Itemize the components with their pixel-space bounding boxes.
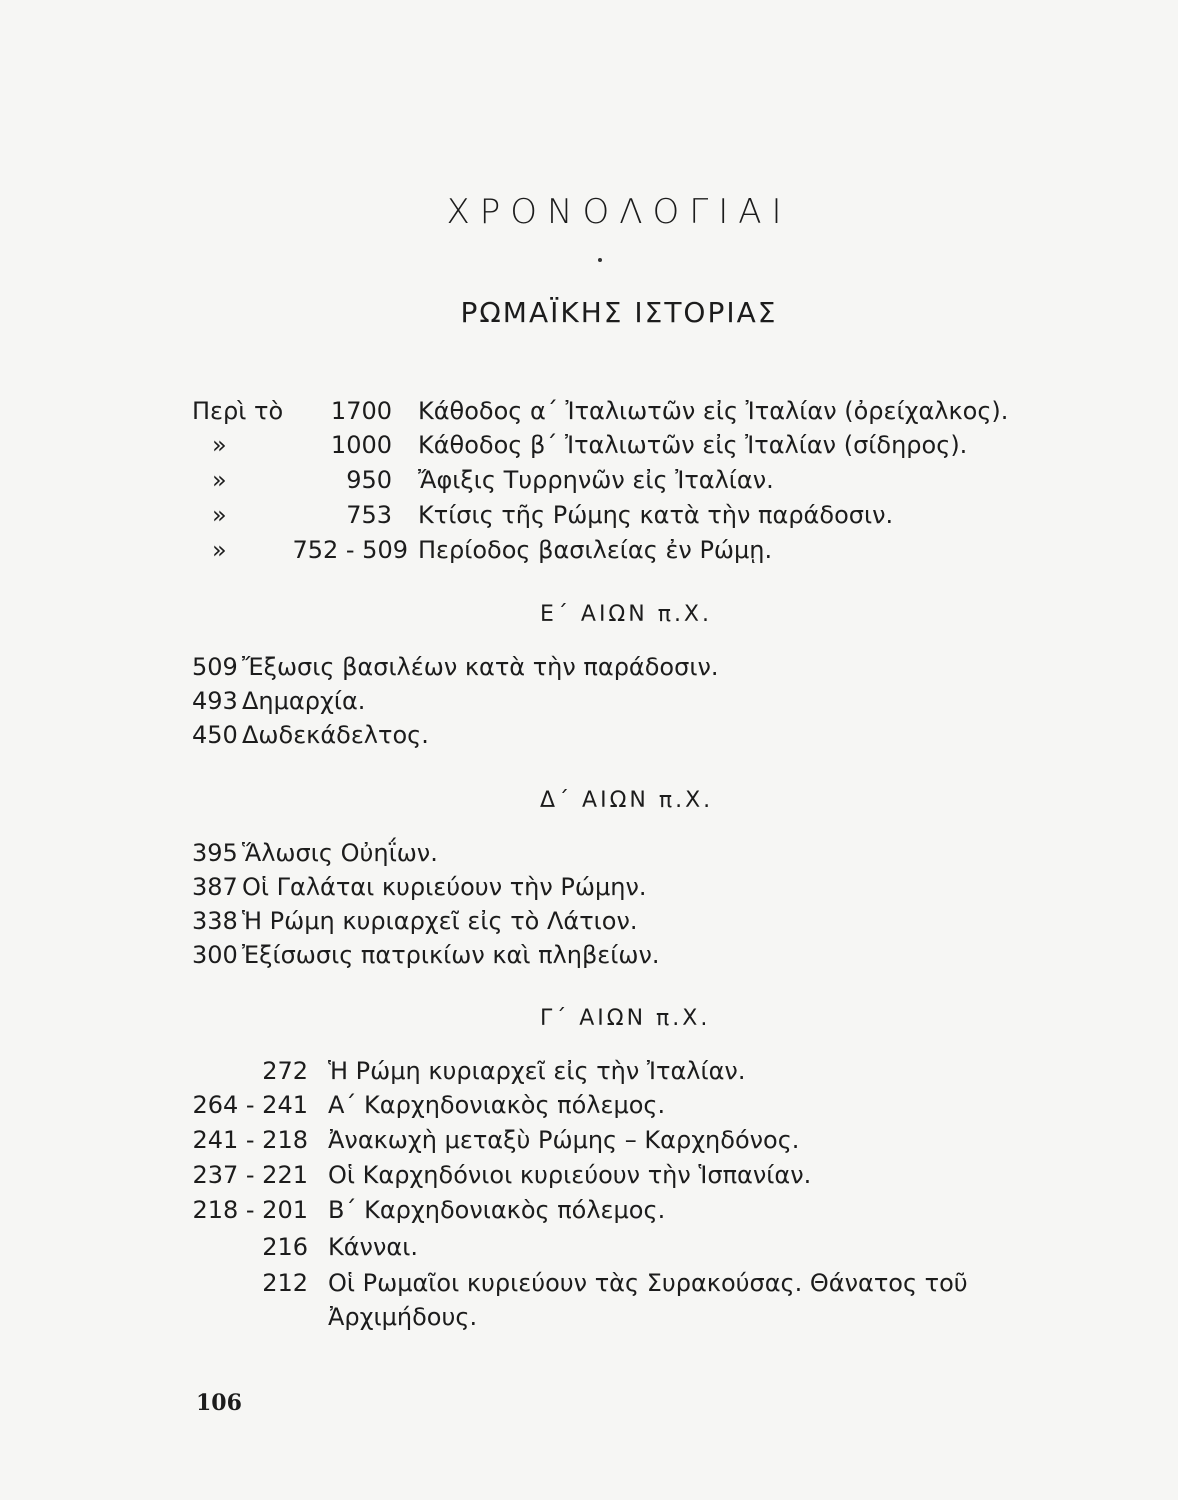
chronology-entry	[192, 720, 429, 750]
entry-year: 450	[192, 721, 238, 749]
entry-year: 216	[262, 1233, 308, 1261]
entry-year: 264 - 241	[192, 1091, 308, 1119]
entry-prefix: »	[212, 501, 227, 529]
entry-year: 395	[192, 839, 238, 867]
chronology-entry	[192, 838, 438, 868]
entry-year: 752 - 509	[292, 536, 408, 564]
entry-year: 753	[346, 501, 392, 529]
entry-year: 950	[346, 466, 392, 494]
page-subtitle: ΡΩΜΑΪΚΗΣ ΙΣΤΟΡΙΑΣ	[460, 296, 778, 329]
entry-text: Δημαρχία.	[242, 687, 366, 715]
entry-text: Κάθοδος β΄ Ἰταλιωτῶν εἰς Ἰταλίαν (σίδηρος).	[418, 431, 968, 459]
entry-year: 241 - 218	[192, 1126, 308, 1154]
chronology-entry	[192, 940, 660, 970]
entry-text: Ἀρχιμήδους.	[328, 1303, 478, 1331]
entry-text: Κτίσις τῆς Ρώμης κατὰ τὴν παράδοσιν.	[418, 501, 894, 529]
entry-text: Ἄφιξις Τυρρηνῶν εἰς Ἰταλίαν.	[418, 466, 774, 494]
entry-text: Ἅλωσις Οὐηΐων.	[242, 839, 438, 867]
entry-year: 493	[192, 687, 238, 715]
entry-year: 218 - 201	[192, 1196, 308, 1224]
entry-year: 212	[262, 1269, 308, 1297]
chronology-entry	[192, 686, 366, 716]
entry-year: 272	[262, 1057, 308, 1085]
entry-prefix: »	[212, 466, 227, 494]
chronology-entry	[192, 906, 638, 936]
separator-dot	[598, 258, 602, 262]
entry-text: Οἱ Ρωμαῖοι κυριεύουν τὰς Συρακούσας. Θάνατος τοῦ	[328, 1269, 968, 1297]
entry-year: 509	[192, 653, 238, 681]
entry-text: Ἡ Ρώμη κυριαρχεῖ εἰς τὴν Ἰταλίαν.	[328, 1057, 746, 1085]
entry-text: Οἱ Καρχηδόνιοι κυριεύουν τὴν Ἱσπανίαν.	[328, 1161, 812, 1189]
century-heading: Γ΄ ΑΙΩΝ π.Χ.	[540, 1006, 711, 1031]
entry-text: Ἀνακωχὴ μεταξὺ Ρώμης – Καρχηδόνος.	[328, 1126, 800, 1154]
entry-year: 237 - 221	[192, 1161, 308, 1189]
entry-text: Ἐξίσωσις πατρικίων καὶ πληβείων.	[242, 941, 660, 969]
page-number: 106	[196, 1390, 242, 1416]
entry-text: Οἱ Γαλάται κυριεύουν τὴν Ρώμην.	[242, 873, 647, 901]
page-title: ΧΡΟΝΟΛΟΓΙΑΙ	[446, 192, 792, 232]
century-heading: Ε΄ ΑΙΩΝ π.Χ.	[540, 602, 712, 627]
entry-text: Ἡ Ρώμη κυριαρχεῖ εἰς τὸ Λάτιον.	[242, 907, 638, 935]
entry-year: 300	[192, 941, 238, 969]
entry-prefix: »	[212, 536, 227, 564]
entry-text: Α΄ Καρχηδονιακὸς πόλεμος.	[328, 1091, 666, 1119]
entry-text: Περίοδος βασιλείας ἐν Ρώμῃ.	[418, 536, 773, 564]
entry-year: 1000	[330, 431, 392, 459]
entry-year: 387	[192, 873, 238, 901]
entry-year: 1700	[330, 397, 392, 425]
chronology-entry	[192, 872, 647, 902]
entry-year: 338	[192, 907, 238, 935]
entry-text: Κάθοδος α΄ Ἰταλιωτῶν εἰς Ἰταλίαν (ὀρείχαλκος).	[418, 397, 1009, 425]
entry-prefix: Περὶ τὸ	[192, 397, 284, 425]
entry-text: Δωδεκάδελτος.	[242, 721, 429, 749]
entry-prefix: »	[212, 431, 227, 459]
entry-text: Β΄ Καρχηδονιακὸς πόλεμος.	[328, 1196, 666, 1224]
century-heading: Δ΄ ΑΙΩΝ π.Χ.	[540, 788, 714, 813]
entry-text: Ἔξωσις βασιλέων κατὰ τὴν παράδοσιν.	[242, 653, 719, 681]
entry-text: Κάνναι.	[328, 1233, 418, 1261]
chronology-entry	[192, 652, 719, 682]
